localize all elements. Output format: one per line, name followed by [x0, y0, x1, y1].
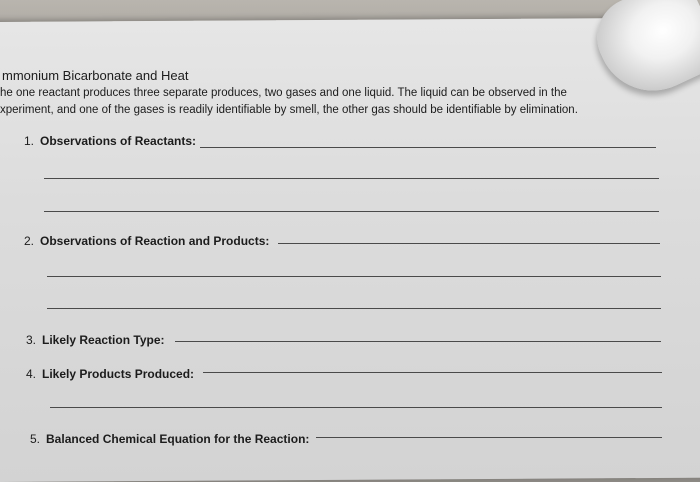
question-3-label: Likely Reaction Type: — [42, 333, 165, 347]
intro-line-2: xperiment, and one of the gases is readily identifiable by smell, the other gas should be identifiable by elimination. — [0, 104, 578, 116]
answer-line-5[interactable] — [316, 437, 662, 438]
question-5-label: Balanced Chemical Equation for the Reaction: — [46, 432, 310, 446]
answer-line-2b[interactable] — [47, 276, 661, 277]
question-3-number: 3. — [26, 333, 37, 347]
worksheet-title: mmonium Bicarbonate and Heat — [2, 68, 189, 83]
question-4 — [26, 367, 194, 381]
answer-line-1c[interactable] — [44, 211, 659, 212]
answer-line-1a[interactable] — [200, 147, 656, 148]
question-4-label: Likely Products Produced: — [42, 367, 195, 381]
question-2-number: 2. — [24, 234, 35, 248]
question-2-label: Observations of Reaction and Products: — [40, 234, 270, 248]
answer-line-1b[interactable] — [44, 178, 659, 179]
question-5 — [30, 432, 309, 446]
answer-line-4b[interactable] — [50, 407, 662, 408]
question-5-number: 5. — [30, 432, 41, 446]
question-1-number: 1. — [24, 134, 35, 148]
intro-line-1: he one reactant produces three separate produces, two gases and one liquid. The liquid can be observed in the — [0, 87, 567, 99]
answer-line-2c[interactable] — [47, 308, 661, 309]
question-4-number: 4. — [26, 367, 37, 381]
answer-line-3[interactable] — [175, 341, 661, 342]
answer-line-2a[interactable] — [278, 243, 660, 244]
answer-line-4a[interactable] — [203, 372, 662, 373]
question-1 — [24, 134, 196, 148]
question-1-label: Observations of Reactants: — [40, 134, 197, 148]
question-3 — [26, 333, 165, 347]
question-2 — [24, 234, 269, 248]
